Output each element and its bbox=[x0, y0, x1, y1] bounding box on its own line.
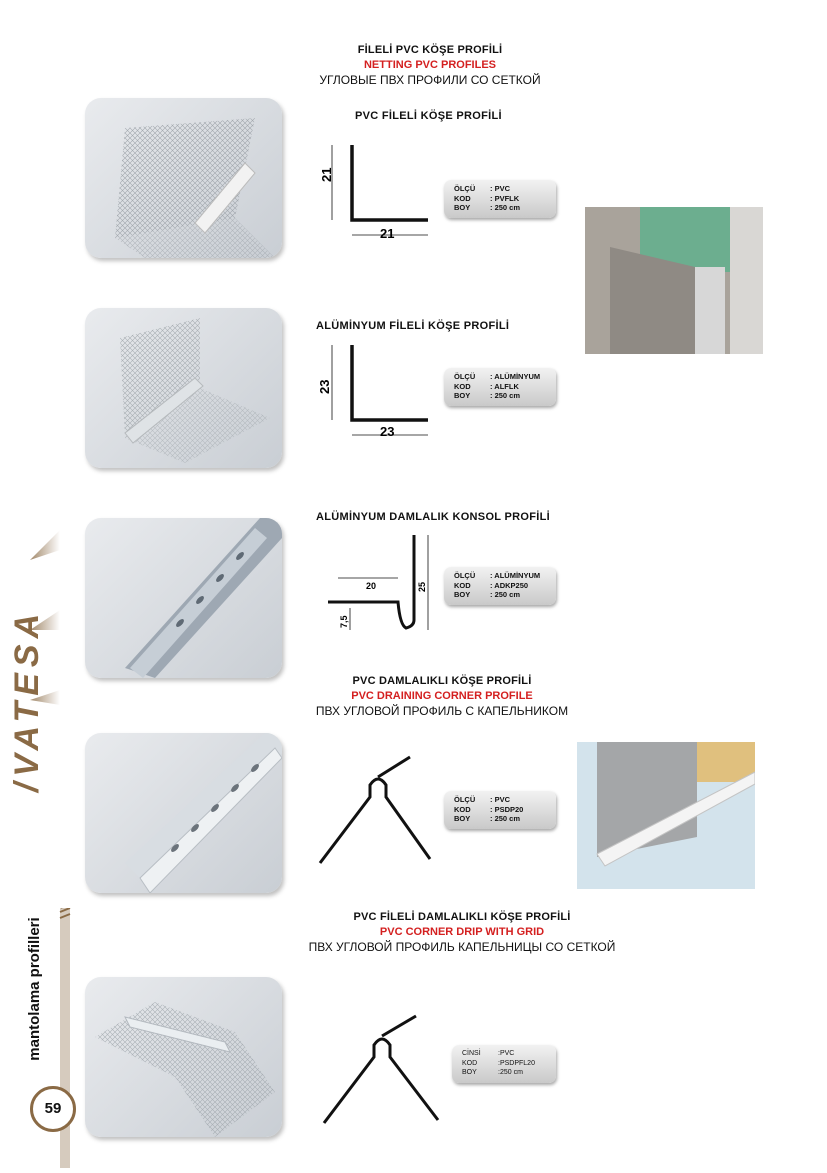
product-5-heading bbox=[262, 910, 662, 955]
header-title-en: NETTING PVC PROFILES bbox=[363, 59, 496, 71]
spec-key: BOY bbox=[454, 814, 471, 823]
spec-box-3 bbox=[444, 567, 556, 605]
spec-value: : 250 cm bbox=[490, 814, 521, 823]
spec-box-4 bbox=[444, 791, 556, 829]
dim-label-a: 20 bbox=[366, 581, 377, 591]
spec-key: BOY bbox=[454, 590, 471, 599]
product-photo-pvc-draining-corner bbox=[85, 733, 282, 893]
product-4-title-en: PVC DRAINING CORNER PROFILE bbox=[351, 690, 533, 702]
spec-box-2 bbox=[444, 368, 556, 406]
spec-key: ÖLÇÜ bbox=[454, 372, 476, 381]
product-3-title: ALÜMİNYUM DAMLALIK KONSOL PROFİLİ bbox=[316, 511, 550, 523]
spec-value: : PVC bbox=[490, 795, 511, 804]
product-1-title: PVC FİLELİ KÖŞE PROFİLİ bbox=[355, 110, 502, 122]
spec-key: ÖLÇÜ bbox=[454, 795, 476, 804]
spec-key: BOY bbox=[454, 203, 471, 212]
product-4-title-ru: ПВХ УГЛОВОЙ ПРОФИЛЬ С КАПЕЛЬНИКОМ bbox=[315, 704, 569, 718]
product-photo-pvc-mesh-corner bbox=[85, 98, 282, 258]
product-4-title-tr: PVC DAMLALIKLI KÖŞE PROFİLİ bbox=[352, 675, 532, 687]
spec-key: KOD bbox=[462, 1059, 478, 1067]
dim-label-w: 23 bbox=[380, 424, 395, 439]
spec-key: CİNSİ bbox=[462, 1050, 481, 1057]
spec-value: : 250 cm bbox=[490, 590, 521, 599]
spec-key: KOD bbox=[454, 580, 471, 590]
spec-value: :PVC bbox=[498, 1050, 515, 1057]
spec-key: ÖLÇÜ bbox=[454, 571, 476, 580]
spec-box-1 bbox=[444, 180, 556, 218]
product-5-title-tr: PVC FİLELİ DAMLALIKLI KÖŞE PROFİLİ bbox=[353, 911, 571, 923]
spec-value: : PSDP20 bbox=[490, 804, 524, 814]
product-5-title-ru: ПВХ УГЛОВОЙ ПРОФИЛЬ КАПЕЛЬНИЦЫ СО СЕТКОЙ bbox=[308, 940, 616, 954]
spec-key: KOD bbox=[454, 804, 471, 814]
product-photo-aluminium-drip-profile bbox=[85, 518, 282, 678]
spec-box-5 bbox=[452, 1045, 556, 1083]
spec-key: KOD bbox=[454, 381, 471, 391]
spec-value: : ALÜMİNYUM bbox=[490, 571, 541, 580]
spec-key: BOY bbox=[454, 391, 471, 400]
dim-label-h: 21 bbox=[319, 167, 334, 182]
product-photo-aluminium-mesh-corner bbox=[85, 308, 282, 468]
page-header bbox=[240, 43, 620, 88]
profile-drawing-3 bbox=[328, 530, 438, 640]
spec-key: KOD bbox=[454, 193, 471, 203]
dim-label-h: 23 bbox=[318, 379, 332, 394]
spec-key: ÖLÇÜ bbox=[454, 184, 476, 193]
product-photo-pvc-corner-drip-grid bbox=[85, 977, 282, 1137]
spec-value: : ALFLK bbox=[490, 381, 519, 391]
profile-drawing-1 bbox=[318, 140, 438, 245]
product-2-title: ALÜMİNYUM FİLELİ KÖŞE PROFİLİ bbox=[316, 320, 510, 332]
spec-value: : PVC bbox=[490, 184, 511, 193]
section-label: mantolama profilleri bbox=[26, 917, 43, 1061]
profile-drawing-5 bbox=[322, 1010, 442, 1125]
spec-value: :PSDPFL20 bbox=[498, 1059, 535, 1067]
dim-label-c: 7,5 bbox=[339, 615, 349, 628]
spec-value: : ADKP250 bbox=[490, 580, 529, 590]
spec-value: : 250 cm bbox=[490, 203, 521, 212]
dim-label-w: 21 bbox=[380, 226, 395, 241]
spec-key: BOY bbox=[462, 1069, 477, 1076]
installation-photo-1 bbox=[585, 207, 763, 354]
page-number-badge: 59 bbox=[30, 1086, 76, 1132]
brand-logo-vertical: /VATESA bbox=[8, 607, 46, 793]
profile-drawing-4 bbox=[318, 755, 438, 865]
product-4-heading bbox=[262, 674, 622, 719]
dim-label-b: 25 bbox=[417, 581, 427, 592]
profile-drawing-2 bbox=[318, 340, 438, 445]
spec-value: : ALÜMİNYUM bbox=[490, 372, 541, 381]
spec-value: : 250 cm bbox=[490, 391, 521, 400]
header-title-ru: УГЛОВЫЕ ПВХ ПРОФИЛИ СО СЕТКОЙ bbox=[319, 73, 541, 87]
header-title-tr: FİLELİ PVC KÖŞE PROFİLİ bbox=[357, 44, 503, 56]
installation-photo-2 bbox=[577, 742, 755, 889]
product-5-title-en: PVC CORNER DRIP WITH GRID bbox=[379, 926, 545, 938]
spec-value: : PVFLK bbox=[490, 193, 520, 203]
spec-value: :250 cm bbox=[498, 1069, 523, 1076]
